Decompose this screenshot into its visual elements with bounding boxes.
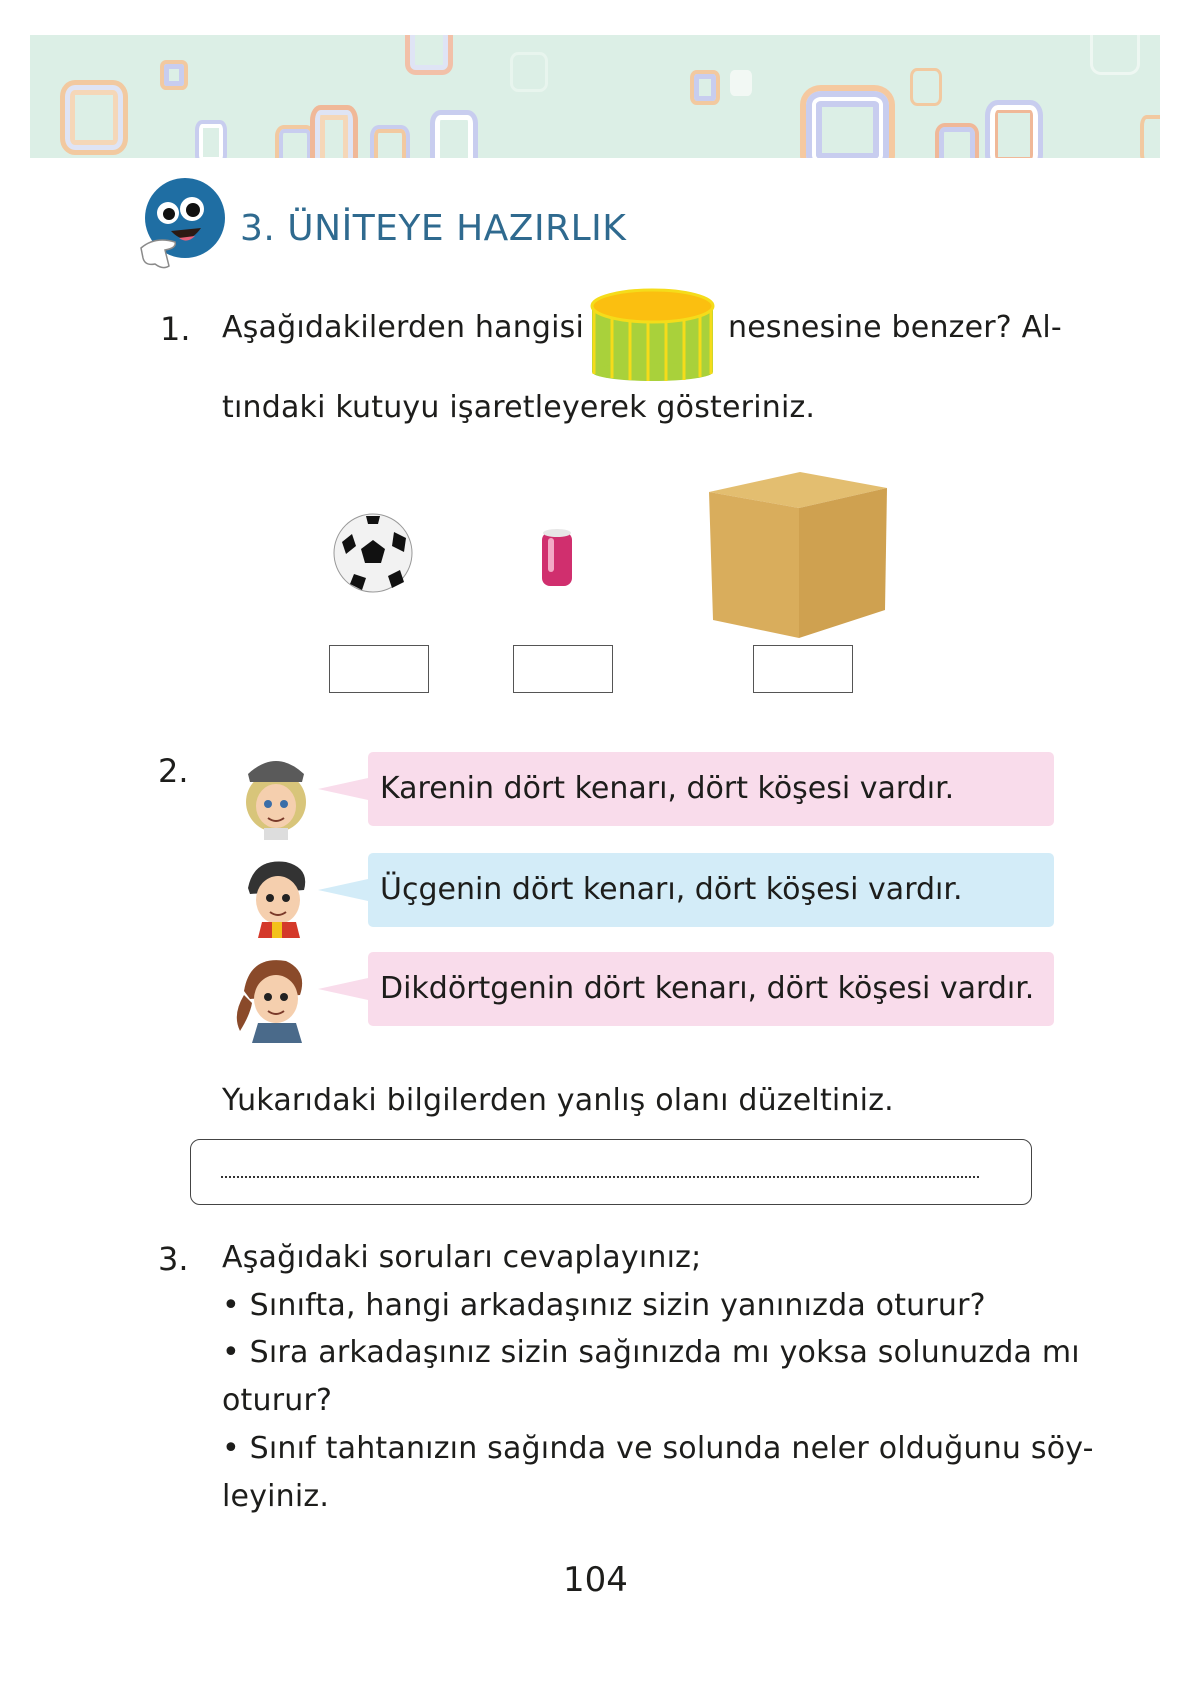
cylinder-icon: [590, 288, 715, 383]
option-soccer-ball-checkbox[interactable]: [329, 645, 429, 693]
boy-avatar: [240, 858, 312, 938]
girl-with-hat-avatar: [240, 752, 312, 840]
question-3-bullet-3-cont: leyiniz.: [222, 1479, 330, 1514]
speech-tail: [318, 778, 368, 800]
cardboard-cube-icon: [705, 470, 890, 638]
question-3-bullet-2-cont: oturur?: [222, 1383, 333, 1418]
question-1-number: 1.: [160, 310, 191, 348]
option-can-checkbox[interactable]: [513, 645, 613, 693]
question-3-bullet-2: • Sıra arkadaşınız sizin sağınızda mı yoksa solunuzda mı: [222, 1335, 1080, 1370]
question-3-intro: Aşağıdaki soruları cevaplayınız;: [222, 1240, 702, 1275]
statement-bubble-3: [368, 952, 1054, 1026]
statement-bubble-2: [368, 853, 1054, 927]
question-2-instruction: Yukarıdaki bilgilerden yanlış olanı düzeltiniz.: [222, 1083, 894, 1118]
page-title: 3. ÜNİTEYE HAZIRLIK: [240, 208, 627, 249]
question-1-text-part2: nesnesine benzer? Al-: [728, 310, 1062, 345]
speech-tail: [318, 879, 368, 901]
statement-text-3: Dikdörtgenin dört kenarı, dört köşesi vardır.: [380, 971, 1035, 1006]
pink-can-icon: [540, 528, 574, 590]
question-1-text-part1: Aşağıdakilerden hangisi: [222, 310, 585, 345]
correction-answer-field[interactable]: [190, 1139, 1032, 1205]
statement-bubble-1: [368, 752, 1054, 826]
statement-text-1: Karenin dört kenarı, dört köşesi vardır.: [380, 771, 955, 806]
mascot-icon: [135, 176, 225, 276]
page-number: 104: [563, 1560, 628, 1600]
question-3-bullet-1: • Sınıfta, hangi arkadaşınız sizin yanınızda oturur?: [222, 1288, 986, 1323]
girl-ponytail-avatar: [230, 955, 312, 1043]
dotted-answer-line: [221, 1176, 979, 1178]
speech-tail: [318, 978, 368, 1000]
statement-text-2: Üçgenin dört kenarı, dört köşesi vardır.: [380, 872, 963, 907]
soccer-ball-icon: [332, 512, 414, 594]
option-cube-checkbox[interactable]: [753, 645, 853, 693]
question-2-number: 2.: [158, 752, 189, 790]
decorative-banner: [30, 35, 1160, 158]
question-3-bullet-3: • Sınıf tahtanızın sağında ve solunda neler olduğunu söy-: [222, 1431, 1094, 1466]
question-1-text-line2: tındaki kutuyu işaretleyerek gösteriniz.: [222, 390, 816, 425]
question-3-number: 3.: [158, 1240, 189, 1278]
